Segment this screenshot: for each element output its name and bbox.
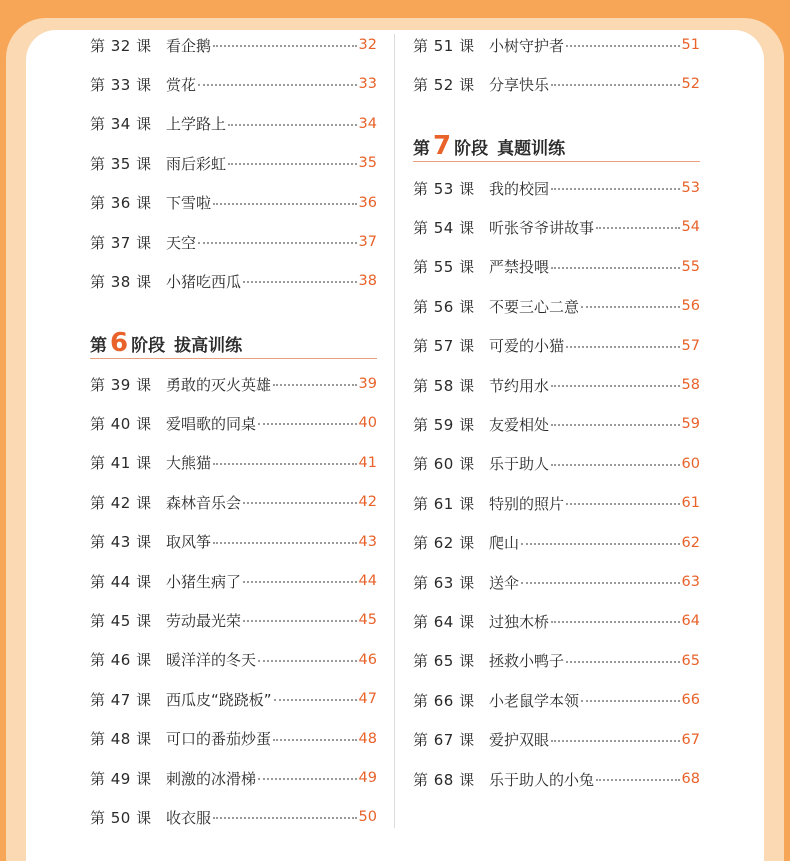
lesson-number: 第 40 课 — [90, 414, 152, 433]
page-number: 65 — [681, 652, 700, 669]
dot-leader — [581, 306, 680, 308]
lesson-number: 第 48 课 — [90, 730, 152, 749]
lesson-number: 第 54 课 — [413, 218, 475, 237]
lesson-title: 赏花 — [166, 75, 197, 94]
lesson-title: 乐于助人的小兔 — [489, 770, 595, 789]
dot-leader — [566, 661, 680, 663]
dot-leader — [198, 242, 357, 244]
toc-entry[interactable] — [413, 688, 700, 712]
lesson-title: 森林音乐会 — [166, 493, 242, 512]
lesson-number: 第 66 课 — [413, 691, 475, 710]
dot-leader — [213, 542, 357, 544]
page-number: 33 — [358, 76, 377, 93]
page-number: 54 — [681, 219, 700, 236]
page-number: 42 — [358, 494, 377, 511]
lesson-number: 第 68 课 — [413, 770, 475, 789]
toc-entry[interactable] — [90, 191, 377, 215]
dot-leader — [566, 45, 680, 47]
lesson-number: 第 65 课 — [413, 652, 475, 671]
lesson-title: 友爱相处 — [489, 415, 550, 434]
page-number: 32 — [358, 37, 377, 53]
page-number: 44 — [358, 573, 377, 589]
dot-leader — [551, 84, 680, 86]
page-number: 58 — [681, 377, 700, 393]
lesson-number: 第 45 课 — [90, 611, 152, 630]
toc-entry[interactable] — [413, 649, 700, 673]
lesson-title: 爬山 — [489, 534, 520, 553]
lesson-number: 第 59 课 — [413, 415, 475, 434]
lesson-number: 第 50 课 — [90, 808, 152, 827]
lesson-number: 第 60 课 — [413, 455, 475, 474]
toc-entry[interactable] — [90, 269, 377, 293]
lesson-title: 刺激的冰滑梯 — [166, 769, 257, 788]
stage-6-heading — [90, 326, 377, 359]
page-number: 47 — [358, 691, 377, 708]
lesson-title: 大熊猫 — [166, 454, 212, 473]
lesson-title: 劳动最光荣 — [166, 611, 242, 630]
page-number: 63 — [681, 574, 700, 590]
page-number: 61 — [681, 495, 700, 512]
toc-entry[interactable] — [90, 805, 377, 829]
dot-leader — [228, 163, 357, 165]
lesson-title: 拯救小鸭子 — [489, 652, 565, 671]
toc-entry[interactable] — [413, 767, 700, 791]
dot-leader — [596, 227, 680, 229]
stage-name: 真题训练 — [497, 139, 566, 159]
toc-entry[interactable] — [90, 490, 377, 514]
lesson-number: 第 37 课 — [90, 233, 152, 252]
lesson-title: 可爱的小猫 — [489, 337, 565, 356]
lesson-number: 第 36 课 — [90, 194, 152, 213]
stage-name: 拔高训练 — [174, 336, 243, 356]
dot-leader — [243, 620, 357, 622]
stage-number: 6 — [110, 328, 129, 358]
dot-leader — [273, 739, 357, 741]
dot-leader — [551, 464, 680, 466]
page-number: 34 — [358, 115, 377, 132]
toc-entry[interactable] — [413, 609, 700, 633]
lesson-title: 暖洋洋的冬天 — [166, 651, 257, 670]
stage-prefix: 第 — [90, 336, 107, 356]
page-number: 38 — [358, 273, 377, 290]
lesson-number: 第 34 课 — [90, 115, 152, 134]
toc-entry[interactable] — [90, 33, 377, 57]
page-number: 60 — [681, 455, 700, 472]
page-number: 59 — [681, 416, 700, 433]
dot-leader — [243, 502, 357, 504]
toc-entry[interactable] — [413, 412, 700, 436]
lesson-number: 第 52 课 — [413, 75, 475, 94]
lesson-number: 第 46 课 — [90, 651, 152, 670]
toc-entry[interactable] — [90, 230, 377, 254]
lesson-title: 小猪吃西瓜 — [166, 272, 242, 291]
dot-leader — [551, 385, 680, 387]
lesson-title: 下雪啦 — [166, 194, 212, 213]
toc-entry[interactable] — [413, 215, 700, 239]
toc-entry[interactable] — [413, 294, 700, 318]
toc-entry[interactable] — [413, 728, 700, 752]
page-number: 53 — [681, 180, 700, 196]
dot-leader — [274, 699, 357, 701]
toc-entry[interactable] — [90, 530, 377, 554]
stage-prefix: 第 — [413, 139, 430, 159]
dot-leader — [566, 346, 680, 348]
lesson-number: 第 61 课 — [413, 494, 475, 513]
page-number: 66 — [681, 692, 700, 709]
page-number: 40 — [358, 415, 377, 432]
page-number: 64 — [681, 613, 700, 630]
page-number: 52 — [681, 76, 700, 93]
toc-entry[interactable] — [90, 151, 377, 175]
toc-entry[interactable] — [413, 255, 700, 279]
lesson-title: 收衣服 — [166, 808, 212, 827]
toc-entry[interactable] — [90, 648, 377, 672]
toc-entry[interactable] — [413, 334, 700, 358]
toc-entry[interactable] — [413, 491, 700, 515]
dot-leader — [551, 740, 680, 742]
page-number: 37 — [358, 234, 377, 250]
toc-entry[interactable] — [90, 372, 377, 396]
dot-leader — [551, 267, 680, 269]
lesson-number: 第 56 课 — [413, 297, 475, 316]
page-number: 67 — [681, 731, 700, 748]
toc-entry[interactable] — [90, 569, 377, 593]
toc-entry[interactable] — [413, 373, 700, 397]
page-number: 56 — [681, 298, 700, 315]
lesson-title: 严禁投喂 — [489, 258, 550, 277]
lesson-title: 不要三心二意 — [489, 297, 580, 316]
lesson-title: 小树守护者 — [489, 36, 565, 55]
lesson-number: 第 47 课 — [90, 690, 152, 709]
lesson-title: 爱护双眼 — [489, 731, 550, 750]
lesson-number: 第 53 课 — [413, 179, 475, 198]
lesson-number: 第 38 课 — [90, 272, 152, 291]
lesson-title: 勇敢的灭火英雄 — [166, 375, 272, 394]
lesson-title: 西瓜皮“跷跷板” — [166, 690, 272, 709]
stage-7-heading — [413, 129, 700, 162]
lesson-title: 听张爷爷讲故事 — [489, 218, 595, 237]
lesson-title: 我的校园 — [489, 179, 550, 198]
lesson-number: 第 57 课 — [413, 337, 475, 356]
toc-entry[interactable] — [413, 531, 700, 555]
lesson-title: 过独木桥 — [489, 612, 550, 631]
lesson-title: 分享快乐 — [489, 75, 550, 94]
toc-entry[interactable] — [413, 570, 700, 594]
lesson-number: 第 39 课 — [90, 375, 152, 394]
page-number: 51 — [681, 37, 700, 53]
toc-entry[interactable] — [90, 608, 377, 632]
dot-leader — [228, 124, 357, 126]
dot-leader — [213, 817, 357, 819]
toc-entry[interactable] — [413, 72, 700, 96]
lesson-title: 爱唱歌的同桌 — [166, 414, 257, 433]
toc-entry[interactable] — [413, 176, 700, 200]
toc-entry[interactable] — [90, 112, 377, 136]
column-divider — [394, 34, 395, 828]
stage-suffix: 阶段 — [454, 139, 489, 159]
lesson-title: 乐于助人 — [489, 455, 550, 474]
page-number: 41 — [358, 454, 377, 471]
page-number: 45 — [358, 612, 377, 629]
dot-leader — [596, 779, 680, 781]
page-number: 39 — [358, 376, 377, 392]
lesson-number: 第 49 课 — [90, 769, 152, 788]
dot-leader — [566, 503, 680, 505]
dot-leader — [243, 581, 357, 583]
lesson-title: 雨后彩虹 — [166, 154, 227, 173]
page-number: 36 — [358, 194, 377, 211]
toc-entry[interactable] — [90, 411, 377, 435]
stage-number: 7 — [433, 131, 452, 161]
lesson-number: 第 62 课 — [413, 534, 475, 553]
lesson-number: 第 42 课 — [90, 493, 152, 512]
page-number: 46 — [358, 651, 377, 668]
lesson-number: 第 63 课 — [413, 573, 475, 592]
lesson-number: 第 58 课 — [413, 376, 475, 395]
dot-leader — [581, 700, 680, 702]
lesson-title: 节约用水 — [489, 376, 550, 395]
lesson-title: 看企鹅 — [166, 36, 212, 55]
dot-leader — [551, 621, 680, 623]
dot-leader — [521, 543, 680, 545]
toc-entry[interactable] — [413, 33, 700, 57]
lesson-number: 第 55 课 — [413, 258, 475, 277]
toc-entry[interactable] — [90, 687, 377, 711]
dot-leader — [521, 582, 680, 584]
lesson-number: 第 51 课 — [413, 36, 475, 55]
lesson-title: 特别的照片 — [489, 494, 565, 513]
page-number: 57 — [681, 337, 700, 354]
toc-entry[interactable] — [90, 72, 377, 96]
dot-leader — [243, 281, 357, 283]
dot-leader — [551, 188, 680, 190]
lesson-title: 上学路上 — [166, 115, 227, 134]
page-number: 48 — [358, 730, 377, 747]
dot-leader — [198, 84, 357, 86]
lesson-title: 小老鼠学本领 — [489, 691, 580, 710]
dot-leader — [258, 660, 357, 662]
toc-entry[interactable] — [90, 766, 377, 790]
dot-leader — [213, 45, 357, 47]
page-number: 62 — [681, 534, 700, 551]
page-number: 68 — [681, 771, 700, 787]
lesson-number: 第 43 课 — [90, 533, 152, 552]
page-number: 49 — [358, 770, 377, 786]
lesson-number: 第 33 课 — [90, 75, 152, 94]
toc-entry[interactable] — [90, 451, 377, 475]
page-number: 35 — [358, 155, 377, 172]
lesson-title: 送伞 — [489, 573, 520, 592]
lesson-title: 天空 — [166, 233, 197, 252]
toc-entry[interactable] — [413, 452, 700, 476]
lesson-number: 第 35 课 — [90, 154, 152, 173]
page-number: 55 — [681, 258, 700, 275]
lesson-number: 第 44 课 — [90, 572, 152, 591]
dot-leader — [551, 424, 680, 426]
dot-leader — [213, 463, 357, 465]
lesson-title: 可口的番茄炒蛋 — [166, 730, 272, 749]
lesson-title: 小猪生病了 — [166, 572, 242, 591]
page-number: 50 — [358, 809, 377, 826]
page-number: 43 — [358, 533, 377, 550]
dot-leader — [258, 778, 357, 780]
dot-leader — [258, 423, 357, 425]
stage-suffix: 阶段 — [131, 336, 166, 356]
lesson-number: 第 32 课 — [90, 36, 152, 55]
toc-entry[interactable] — [90, 727, 377, 751]
lesson-number: 第 67 课 — [413, 731, 475, 750]
dot-leader — [273, 384, 357, 386]
lesson-number: 第 64 课 — [413, 612, 475, 631]
lesson-title: 取风筝 — [166, 533, 212, 552]
lesson-number: 第 41 课 — [90, 454, 152, 473]
dot-leader — [213, 203, 357, 205]
